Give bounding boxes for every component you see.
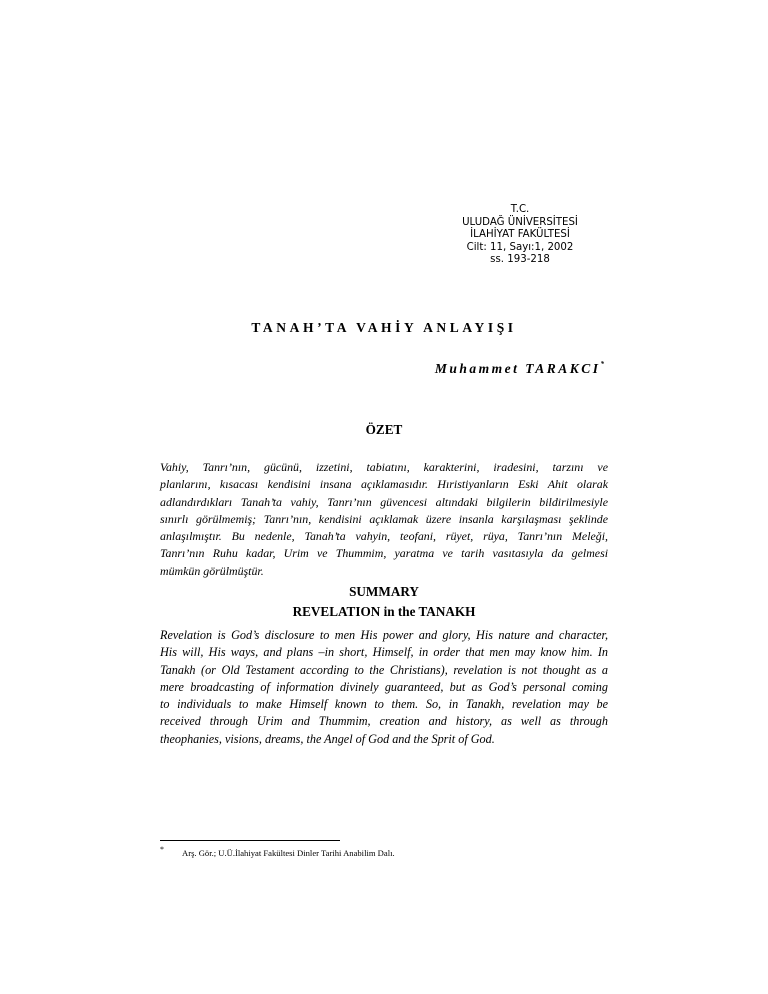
footnote-text: Arş. Gör.; U.Ü.İlahiyat Fakültesi Dinler Tarihi Anabilim Dalı. — [182, 848, 395, 858]
summary-line: theophanies, visions, dreams, the Angel of God and the Sprit of God. — [160, 731, 495, 746]
header-line-volume: Cilt: 11, Sayı:1, 2002 — [466, 241, 574, 253]
summary-line: mere broadcasting of information divinely guaranteed, but as God’s personal coming — [160, 679, 608, 694]
ozet-line: anlaşılmıştır. Bu nedenle, Tanah’ta vahyin, teofani, rüyet, rüya, Tanrı’nın Meleği, — [160, 529, 608, 544]
summary-paragraph — [160, 627, 608, 748]
ozet-line: sınırlı görülmemiş; Tanrı’nın, kendisini açıklamak üzere insanla karşılaşması şeklinde — [160, 511, 608, 526]
journal-header — [430, 204, 610, 267]
footnote-divider — [160, 840, 340, 841]
article-title: TANAH’TA VAHİY ANLAYIŞI — [251, 320, 517, 335]
summary-line: His will, His ways, and plans –in short, Himself, in order that men may know him. In — [160, 645, 608, 660]
ozet-line: Tanrı’nın Ruhu kadar, Urim ve Thummim, yaratma ve tarih vasıtasıyla da gelmesi — [160, 546, 608, 561]
ozet-line: planlarını, kısacası kendisini insana açıklamasıdır. Hıristiyanların Eski Ahit olarak — [160, 477, 608, 492]
header-line-tc: T.C. — [510, 204, 530, 215]
summary-heading: SUMMARY — [349, 584, 419, 599]
ozet-line: Vahiy, Tanrı’nın, gücünü, izzetini, tabiatını, karakterini, iradesini, tarzını ve — [160, 460, 608, 474]
header-line-faculty: İLAHİYAT FAKÜLTESİ — [470, 229, 570, 241]
footnote — [160, 845, 395, 858]
ozet-line: mümkün görülmüştür. — [160, 563, 264, 578]
ozet-line: adlandırdıkları Tanah’ta vahiy, Tanrı’nın güvencesi altındaki bilgilerin bildirilmesiyle — [160, 494, 608, 509]
author-footnote-mark: * — [600, 359, 604, 368]
footnote-mark: * — [160, 845, 164, 854]
summary-line: Tanakh (or Old Testament according to the Christians), revelation is not thought as a — [160, 662, 608, 677]
summary-line: to individuals to make Himself known to them. So, in Tanakh, revelation may be — [160, 697, 608, 712]
header-line-pages: ss. 193-218 — [490, 254, 550, 266]
summary-subheading: REVELATION in the TANAKH — [292, 604, 476, 619]
ozet-heading: ÖZET — [365, 422, 403, 437]
summary-line: Revelation is God’s disclosure to men His power and glory, His nature and character, — [160, 628, 608, 642]
author-name: Muhammet TARAKCI — [434, 361, 601, 376]
summary-line: received through Urim and Thummim, creation and history, as well as through — [160, 714, 608, 729]
ozet-paragraph — [160, 459, 608, 580]
article-author — [435, 361, 604, 377]
header-line-university: ULUDAĞ ÜNİVERSİTESİ — [462, 216, 578, 228]
